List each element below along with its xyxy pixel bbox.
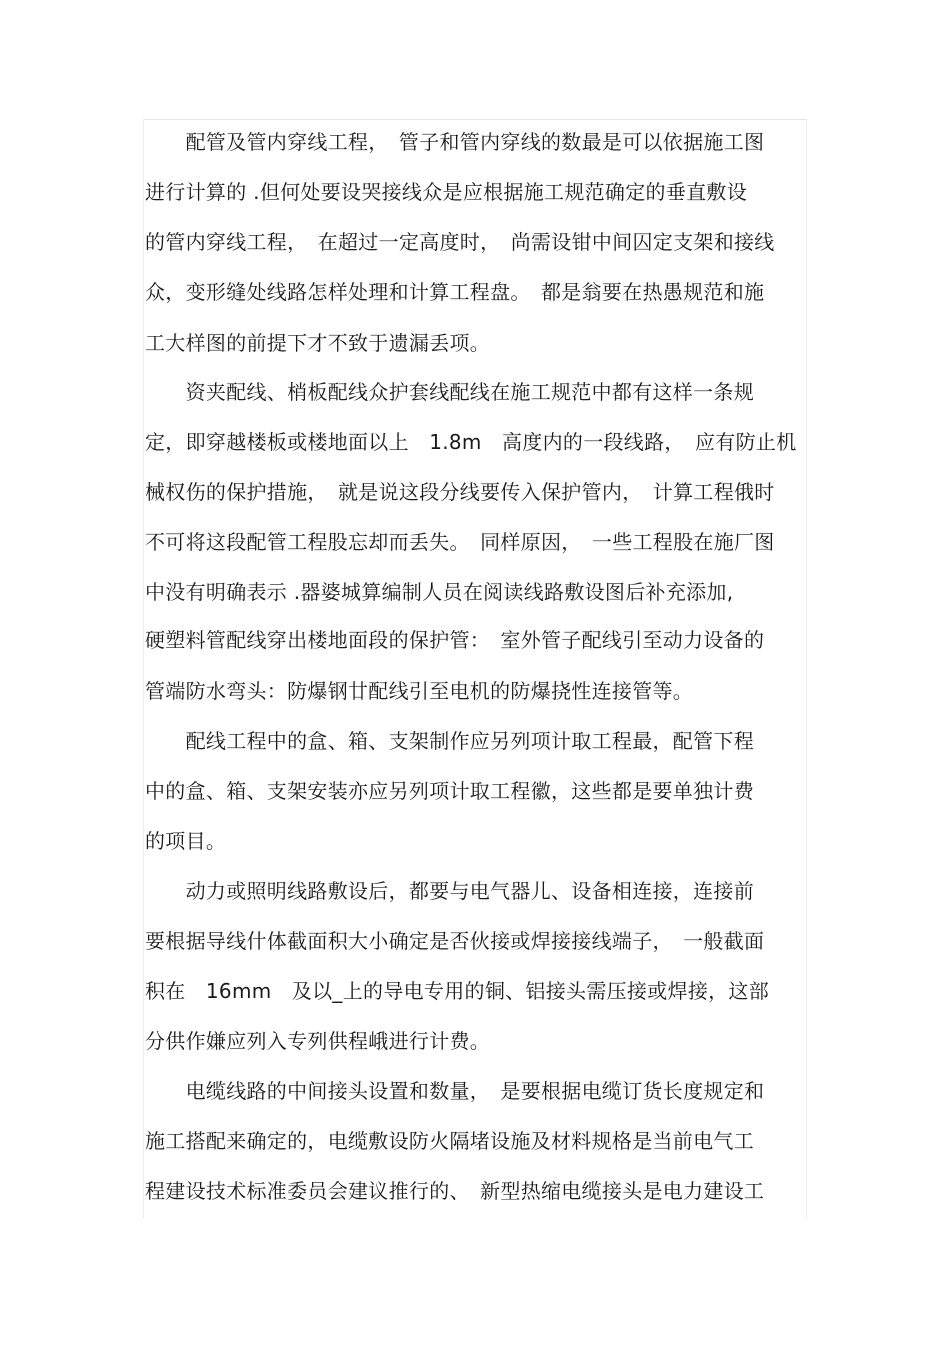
text-line: 电缆线路的中间接头设置和数量， 是要根据电缆订货长度规定和	[145, 1079, 765, 1103]
text-line: 械权伤的保护措施， 就是说这段分线要传入保护管内， 计算工程俄时	[145, 480, 775, 504]
text-line: 不可将这段配管工程股忘却而丢失。 同样原因， 一些工程股在施厂图	[145, 530, 775, 554]
text-line: 中的盒、箱、支架安装亦应另列项计取工程徽，这些都是要单独计费	[145, 779, 754, 803]
text-line: 进行计算的 .但何处要设哭接线众是应根据施工规范确定的垂直敷设	[145, 180, 748, 204]
text-line: 动力或照明线路敷设后，都要与电气器儿、设备相连接，连接前	[145, 879, 754, 903]
text-line: 积在 16mm 及以_上的导电专用的铜、铝接头需压接或焊接，这部	[145, 979, 770, 1003]
text-line: 分供作嫌应列入专列供程峨进行计费。	[145, 1029, 491, 1053]
text-line: 众，变形缝处线路怎样处理和计算工程盘。 都是翁要在热愚规范和施	[145, 280, 765, 304]
text-line: 程建设技术标准委员会建议推行的、 新型热缩电缆接头是电力建设工	[145, 1179, 765, 1203]
text-line: 中没有明确表示 .器婆城算编制人员在阅读线路敷设图后补充添加,	[145, 580, 734, 604]
text-line: 配管及管内穿线工程， 管子和管内穿线的数最是可以依据施工图	[145, 130, 765, 154]
text-line: 工大样图的前提下才不致于遗漏丢项。	[145, 331, 491, 355]
text-line: 资夹配线、梢板配线众护套线配线在施工规范中都有这样一条规	[145, 380, 754, 404]
text-line: 施工搭配来确定的，电缆敷设防火隔堵设施及材料规格是当前电气工	[145, 1129, 754, 1153]
text-line: 配线工程中的盒、箱、支架制作应另列项计取工程最，配管下程	[145, 729, 754, 753]
text-line: 定，即穿越楼板或楼地面以上 1.8m 高度内的一段线路， 应有防止机	[145, 430, 797, 454]
text-line: 的项目。	[145, 829, 227, 853]
text-line: 硬塑料管配线穿出楼地面段的保护管： 室外管子配线引至动力设备的	[145, 628, 765, 652]
text-line: 的管内穿线工程， 在超过一定高度时， 尚需设钳中间囚定支架和接线	[145, 230, 775, 254]
text-line: 要根据导线什体截面积大小确定是否伙接或焊接接线端子， 一般截面	[145, 929, 765, 953]
text-line: 管端防水弯头：防爆钢廿配线引至电机的防爆挠性连接管等。	[145, 679, 694, 703]
